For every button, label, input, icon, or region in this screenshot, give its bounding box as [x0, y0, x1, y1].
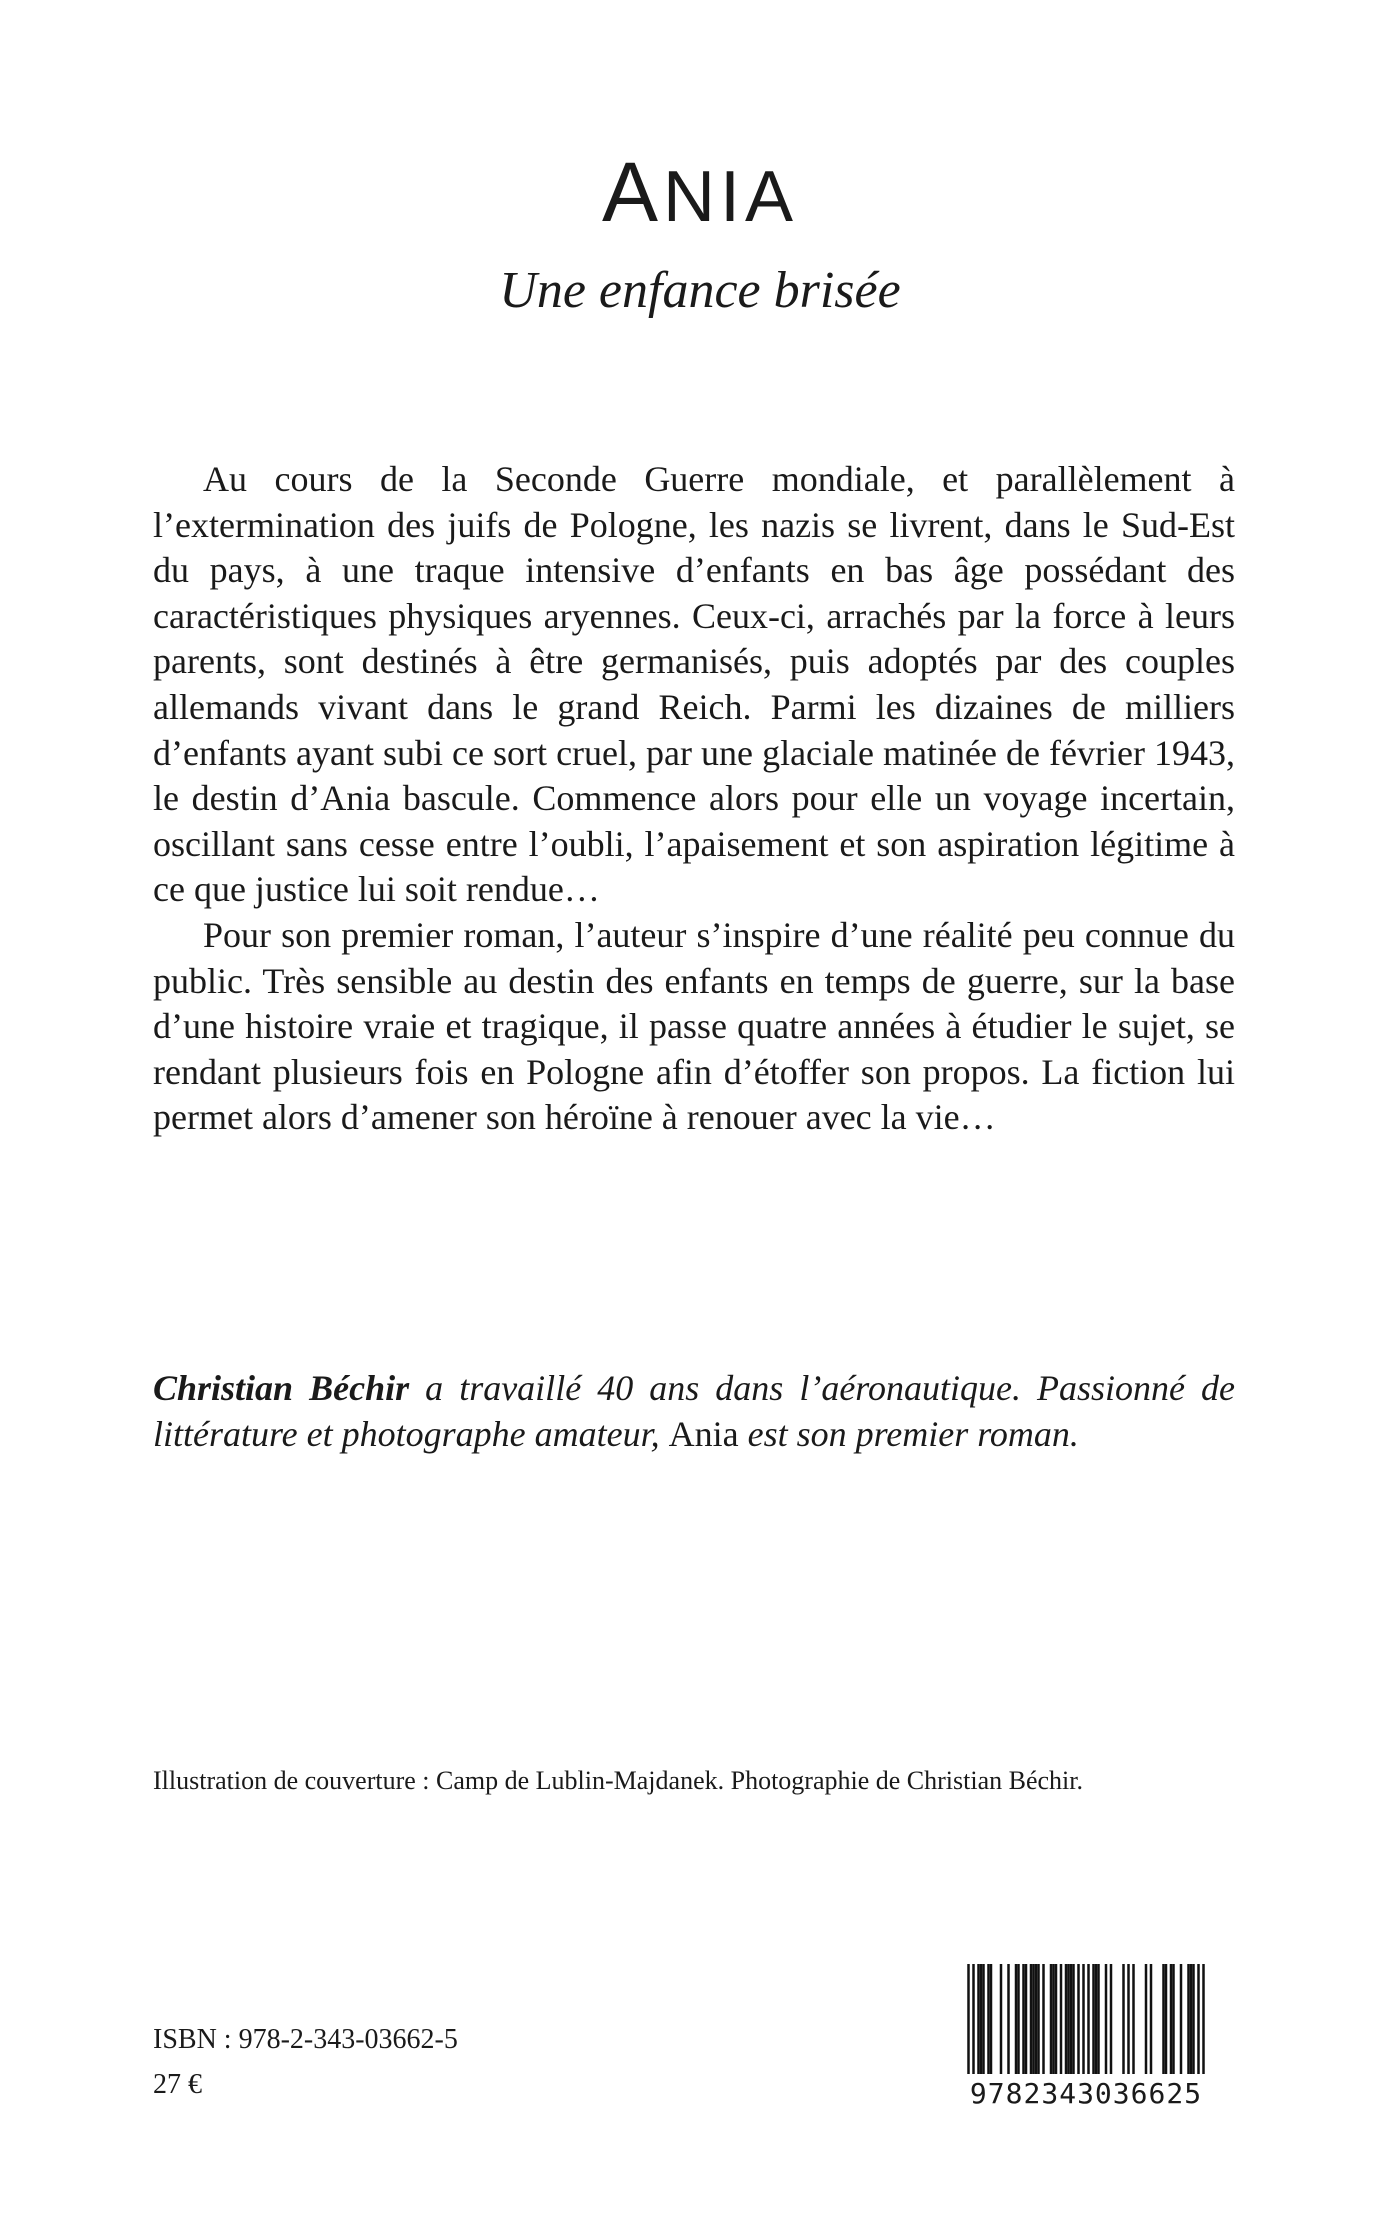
barcode-bar: [1042, 1964, 1045, 2076]
author-bio-text-end: est son premier roman.: [738, 1414, 1079, 1454]
barcode-bar: [1190, 1964, 1193, 2076]
back-cover-summary: [153, 457, 1235, 1141]
barcode-bar: [1077, 1964, 1080, 2076]
barcode-bar: [1032, 1964, 1035, 2076]
barcode-bar: [1187, 1964, 1190, 2076]
barcode-bar: [1170, 1964, 1173, 2076]
barcode-bar: [1030, 1964, 1033, 2076]
barcode-bar: [1132, 1964, 1135, 2076]
barcode-bar: [1050, 1964, 1053, 2076]
barcode-bar: [1180, 1964, 1183, 2076]
barcode-bar: [1017, 1964, 1020, 2076]
barcode-bar: [1007, 1964, 1010, 2076]
barcode-bar: [1070, 1964, 1073, 2076]
summary-paragraph: Pour son premier roman, l’auteur s’inspire d’une réalité peu connue du public. Très sensible au destin des enfants en temps de guerre, sur la base d’une histoire vraie et tragique, il passe quatre années à étudier le sujet, se rendant plusieurs fois en Pologne afin d’étoffer son propos. La fiction lui permet alors d’amener son héroïne à renouer avec la vie…: [153, 914, 1235, 1138]
summary-paragraph: Au cours de la Seconde Guerre mondiale, et parallèlement à l’extermination des juifs de Pologne, les nazis se livrent, dans le Sud-Est du pays, à une traque intensive d’enfants en bas âge possédant des caractéristiques physiques aryennes. Ceux-ci, arrachés par la force à leurs parents, sont destinés à être germanisés, puis adoptés par des couples allemands vivant dans le grand Reich. Parmi les dizaines de milliers d’enfants ayant subi ce sort cruel, par une glaciale matinée de février 1943, le destin d’Ania bascule. Commence alors pour elle un voyage incertain, oscillant sans cesse entre l’oubli, l’apaisement et son aspiration légitime à ce que justice lui soit rendue…: [153, 459, 1235, 910]
barcode-bar: [1095, 1964, 1098, 2076]
barcode-bar: [1110, 1964, 1113, 2076]
barcode-bar: [1060, 1964, 1063, 2076]
barcode-bar: [1127, 1964, 1130, 2076]
book-title-rest: NIA: [663, 157, 799, 237]
barcode-bar: [1092, 1964, 1095, 2076]
price: 27 €: [153, 2069, 202, 2100]
barcode-bar: [977, 1964, 980, 2076]
barcode-bar: [1035, 1964, 1038, 2076]
barcode-bar: [1150, 1964, 1153, 2076]
book-subtitle: Une enfance brisée: [499, 262, 901, 319]
barcode-bar: [1097, 1964, 1100, 2076]
author-bio-text: a travaillé 40 ans dans l’aéronautique. Passionné de littérature et photographe amateur,: [153, 1368, 1235, 1454]
barcode-bar: [1000, 1964, 1003, 2076]
barcode-bar: [990, 1964, 993, 2076]
barcode-bar: [1072, 1964, 1075, 2076]
barcode-bar: [1015, 1964, 1018, 2076]
barcode-bar: [1052, 1964, 1055, 2076]
barcode-bar: [1192, 1964, 1195, 2076]
barcode-bar: [987, 1964, 990, 2076]
barcode-bar: [1025, 1964, 1028, 2076]
isbn: ISBN : 978-2-343-03662-5: [153, 2024, 458, 2055]
barcode-bar: [1067, 1964, 1070, 2076]
barcode-bar: [1055, 1964, 1058, 2076]
author-bio-book-title: Ania: [668, 1414, 739, 1454]
barcode-digits: 9782343036625: [957, 2074, 1215, 2114]
barcode-bar: [1145, 1964, 1148, 2076]
barcode-bar: [980, 1964, 983, 2076]
barcode-bar: [1022, 1964, 1025, 2076]
cover-illustration-credit: Illustration de couverture : Camp de Lublin-Majdanek. Photographie de Christian Béchir.: [153, 1766, 1083, 1795]
barcode: [957, 1964, 1215, 2114]
barcode-bar: [982, 1964, 985, 2076]
barcode-bar: [1065, 1964, 1068, 2076]
barcode-bar: [1122, 1964, 1125, 2076]
barcode-bar: [1037, 1964, 1040, 2076]
book-title-initial: A: [601, 145, 663, 239]
barcode-bar: [1165, 1964, 1168, 2076]
author-bio: [153, 1365, 1235, 1457]
book-title: [0, 145, 1400, 239]
barcode-bar: [1162, 1964, 1165, 2076]
book-title-text: [601, 145, 799, 239]
barcode-bar: [1105, 1964, 1108, 2076]
barcode-bar: [1172, 1964, 1175, 2076]
author-name: Christian Béchir: [153, 1368, 410, 1408]
